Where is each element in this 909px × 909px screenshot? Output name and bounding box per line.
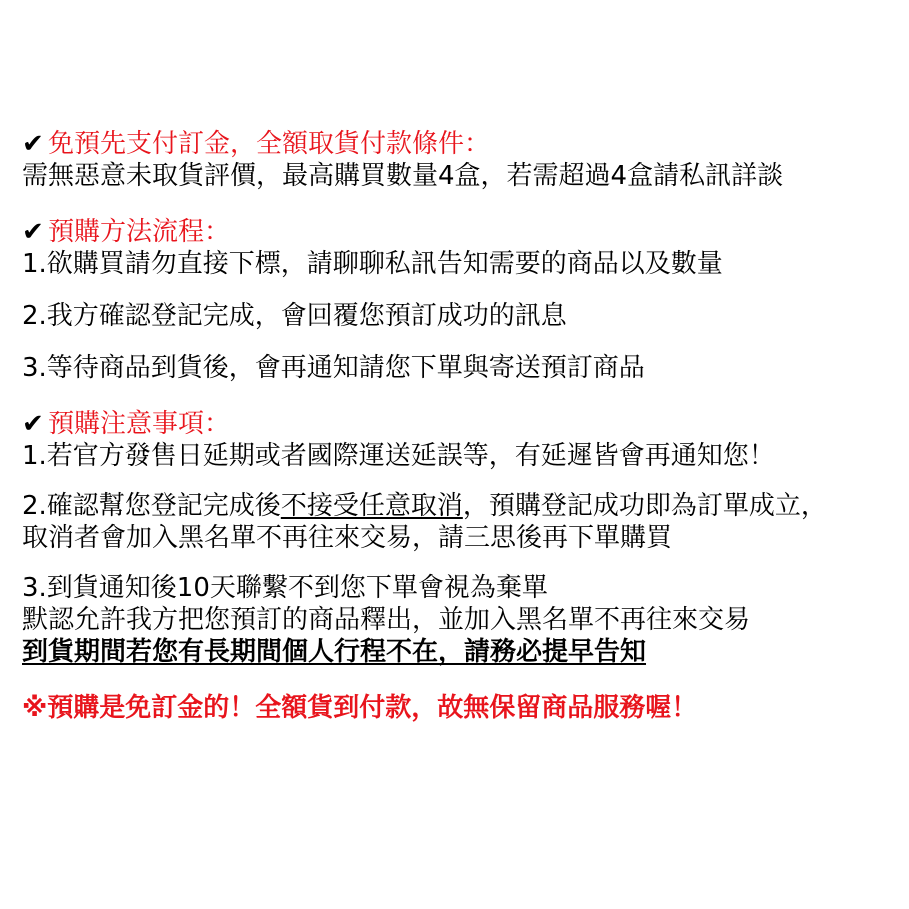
check-icon: ✔: [22, 217, 44, 247]
section3-item-2-line-1: [22, 490, 902, 522]
section3-item-2-line-2: 取消者會加入黑名單不再往來交易，請三思後再下單購買: [22, 523, 673, 553]
notice-document: [22, 128, 902, 724]
check-icon: ✔: [22, 409, 44, 439]
section1-condition: 需無惡意未取貨評價，最高購買數量4盒，若需超過4盒請私訊詳談: [22, 161, 784, 191]
section2-step-3: 3.等待商品到貨後，會再通知請您下單與寄送預訂商品: [22, 353, 645, 383]
item2-underlined: 不接受任意取消: [280, 491, 463, 521]
section2-heading: 預購方法流程：: [48, 217, 231, 247]
section2-heading-row: [22, 216, 902, 248]
footer-note: ※預購是免訂金的！全額貨到付款，故無保留商品服務喔！: [22, 693, 698, 723]
section1-heading-row: [22, 128, 902, 160]
section3-item-1: 1.若官方發售日延期或者國際運送延誤等，有延遲皆會再通知您！: [22, 441, 775, 471]
item2-suffix: ，預購登記成功即為訂單成立，: [462, 491, 827, 521]
item2-prefix: 2.確認幫您登記完成後: [22, 491, 281, 521]
section3-heading-row: [22, 408, 902, 440]
check-icon: ✔: [22, 129, 44, 159]
section2-step-1: 1.欲購買請勿直接下標，請聊聊私訊告知需要的商品以及數量: [22, 249, 723, 279]
section2-step-2: 2.我方確認登記完成，會回覆您預訂成功的訊息: [22, 301, 567, 331]
section1-heading: 免預先支付訂金，全額取貨付款條件：: [48, 129, 491, 159]
section3-heading: 預購注意事項：: [48, 409, 231, 439]
section3-item-3-line-3: 到貨期間若您有長期間個人行程不在，請務必提早告知: [22, 637, 647, 667]
section3-item-3-line-1: 3.到貨通知後10天聯繫不到您下單會視為棄單: [22, 573, 548, 603]
section3-item-3-line-2: 默認允許我方把您預訂的商品釋出，並加入黑名單不再往來交易: [22, 605, 751, 635]
